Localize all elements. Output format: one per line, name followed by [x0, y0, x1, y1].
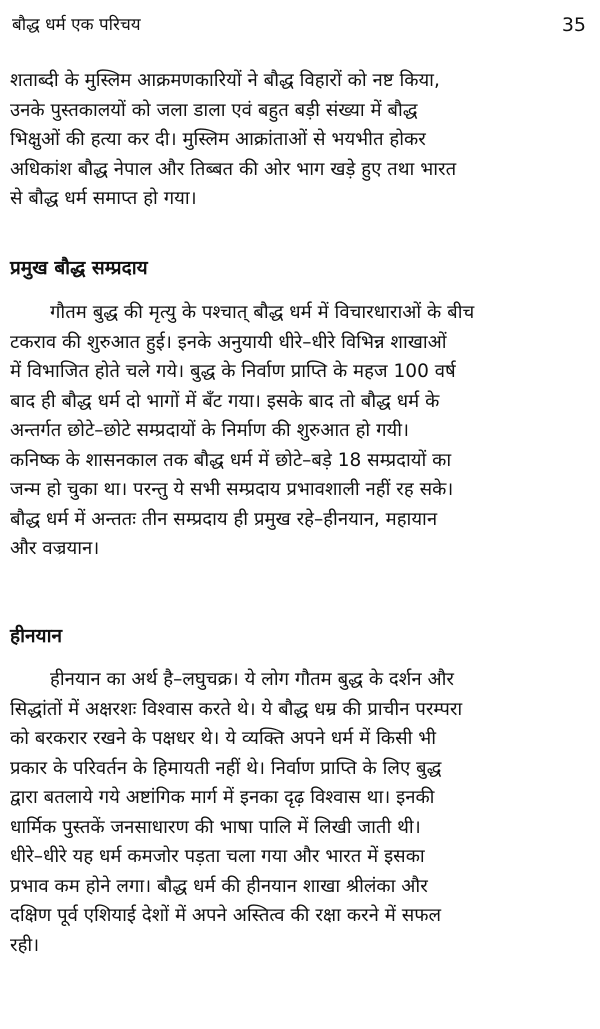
paragraph-line: अन्तर्गत छोटे–छोटे सम्प्रदायों के निर्माण की शुरुआत हो गयी। [10, 420, 410, 441]
paragraph-line: से बौद्ध धर्म समाप्त हो गया। [10, 188, 197, 209]
page-number: 35 [561, 14, 586, 36]
paragraph-line: रही। [10, 934, 40, 956]
paragraph-line: कनिष्क के शासनकाल तक बौद्ध धर्म में छोटे–बड़े 18 सम्प्रदायों का [10, 449, 452, 471]
paragraph-line: और वज्रयान। [10, 538, 100, 559]
paragraph-line: सिद्धांतों में अक्षरशः विश्वास करते थे। ये बौद्ध धम्र की प्राचीन परम्परा [10, 698, 463, 720]
paragraph-line: जन्म हो चुका था। परन्तु ये सभी सम्प्रदाय प्रभावशाली नहीं रह सके। [10, 479, 454, 500]
paragraph-line: द्वारा बतलाये गये अष्टांगिक मार्ग में इनका दृढ़ विश्वास था। इनकी [10, 787, 435, 808]
paragraph-line: में विभाजित होते चले गये। बुद्ध के निर्वाण प्राप्ति के महज 100 वर्ष [10, 361, 456, 382]
paragraph-muslim-invasion [10, 66, 590, 214]
paragraph-line: बाद ही बौद्ध धर्म दो भागों में बँट गया। इसके बाद तो बौद्ध धर्म के [10, 390, 440, 412]
running-header-title: बौद्ध धर्म एक परिचय [12, 15, 141, 35]
paragraph-sects [10, 298, 590, 564]
paragraph-line: शताब्दी के मुस्लिम आक्रमणकारियों ने बौद्ध विहारों को नष्ट किया, [10, 70, 440, 91]
section-heading-hinayana: हीनयान [10, 625, 63, 647]
paragraph-line: दक्षिण पूर्व एशियाई देशों में अपने अस्तित्व की रक्षा करने में सफल [10, 905, 442, 926]
paragraph-line: धार्मिक पुस्तकें जनसाधारण की भाषा पालि में लिखी जाती थी। [10, 816, 421, 838]
paragraph-line: प्रकार के परिवर्तन के हिमायती नहीं थे। निर्वाण प्राप्ति के लिए बुद्ध [10, 757, 442, 779]
paragraph-hinayana [10, 665, 590, 960]
paragraph-line: उनके पुस्तकालयों को जला डाला एवं बहुत बड़ी संख्या में बौद्ध [10, 99, 418, 121]
paragraph-line: गौतम बुद्ध की मृत्यु के पश्चात् बौद्ध धर्म में विचारधाराओं के बीच [50, 302, 475, 323]
paragraph-line: अधिकांश बौद्ध नेपाल और तिब्बत की ओर भाग खड़े हुए तथा भारत [10, 158, 457, 180]
paragraph-line: को बरकरार रखने के पक्षधर थे। ये व्यक्ति अपने धर्म में किसी भी [10, 728, 437, 749]
paragraph-line: प्रभाव कम होने लगा। बौद्ध धर्म की हीनयान शाखा श्रीलंका और [10, 875, 428, 897]
section-heading-major-sects: प्रमुख बौद्ध सम्प्रदाय [10, 257, 148, 279]
paragraph-line: टकराव की शुरुआत हुई। इनके अनुयायी धीरे–धीरे विभिन्न शाखाओं [10, 331, 447, 353]
paragraph-line: बौद्ध धर्म में अन्ततः तीन सम्प्रदाय ही प्रमुख रहे–हीनयान, महायान [10, 508, 438, 530]
paragraph-line: धीरे–धीरे यह धर्म कमजोर पड़ता चला गया और भारत में इसका [10, 846, 425, 867]
paragraph-line: भिक्षुओं की हत्या कर दी। मुस्लिम आक्रांताओं से भयभीत होकर [10, 129, 426, 150]
paragraph-line: हीनयान का अर्थ है–लघुचक्र। ये लोग गौतम बुद्ध के दर्शन और [50, 669, 454, 690]
